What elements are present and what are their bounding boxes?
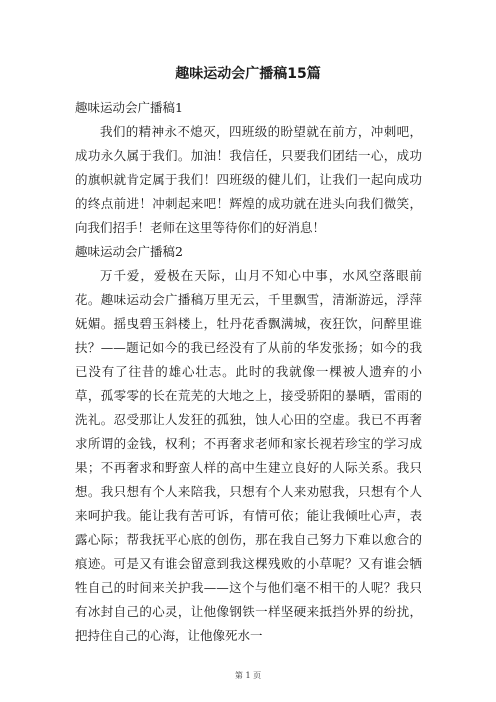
document-body bbox=[75, 96, 422, 648]
section-paragraph-1: 我们的精神永不熄灭，四班级的盼望就在前方，冲刺吧，成功永久属于我们。加油！我信任，只要我们团结一心，成功的旗帜就肯定属于我们！四班级的健儿们，让我们一起向成功的终点前进！冲刺起来吧！辉煌的成功就在进头向我们微笑，向我们招手！老师在这里等待你们的好消息！ bbox=[75, 124, 422, 235]
section-paragraph-2: 万千爱，爱极在天际，山月不知心中事，水风空落眼前花。趣味运动会广播稿万里无云，千里飘雪，清渐游远，浮萍妩媚。摇曳碧玉斜楼上，牡丹花香飘满城，夜狂饮，问醉里谁扶？——题记如今的我已经没有了从前的华发张扬；如今的我已没有了往昔的雄心壮志。此时的我就像一棵被人遗弃的小草，孤零零的长在荒芜的大地之上，接受骄阳的暴晒，雷雨的洗礼。忍受那让人发狂的孤独，蚀人心田的空虚。我已不再奢求所谓的金钱，权利；不再奢求老师和家长视若珍宝的学习成果；不再奢求和野蛮人样的高中生建立良好的人际关系。我只想。我只想有个人来陪我，只想有个人来劝慰我，只想有个人来呵护我。能让我有苦可诉，有情可依；能让我倾吐心声，表露心际；帮我抚平心底的创伤，那在我自己努力下难以愈合的痕迹。可是又有谁会留意到我这棵残败的小草呢？又有谁会牺牲自己的时间来关护我——这个与他们毫不相干的人呢？我只有冰封自己的心灵，让他像钢铁一样坚硬来抵挡外界的纷扰，把持住自己的心海，让他像死水一 bbox=[75, 268, 422, 643]
page-number: 第 1 页 bbox=[234, 671, 262, 680]
document-title: 趣味运动会广播稿15篇 bbox=[175, 66, 321, 82]
section-heading-2: 趣味运动会广播稿2 bbox=[75, 244, 183, 259]
section-heading-1: 趣味运动会广播稿1 bbox=[75, 100, 183, 115]
